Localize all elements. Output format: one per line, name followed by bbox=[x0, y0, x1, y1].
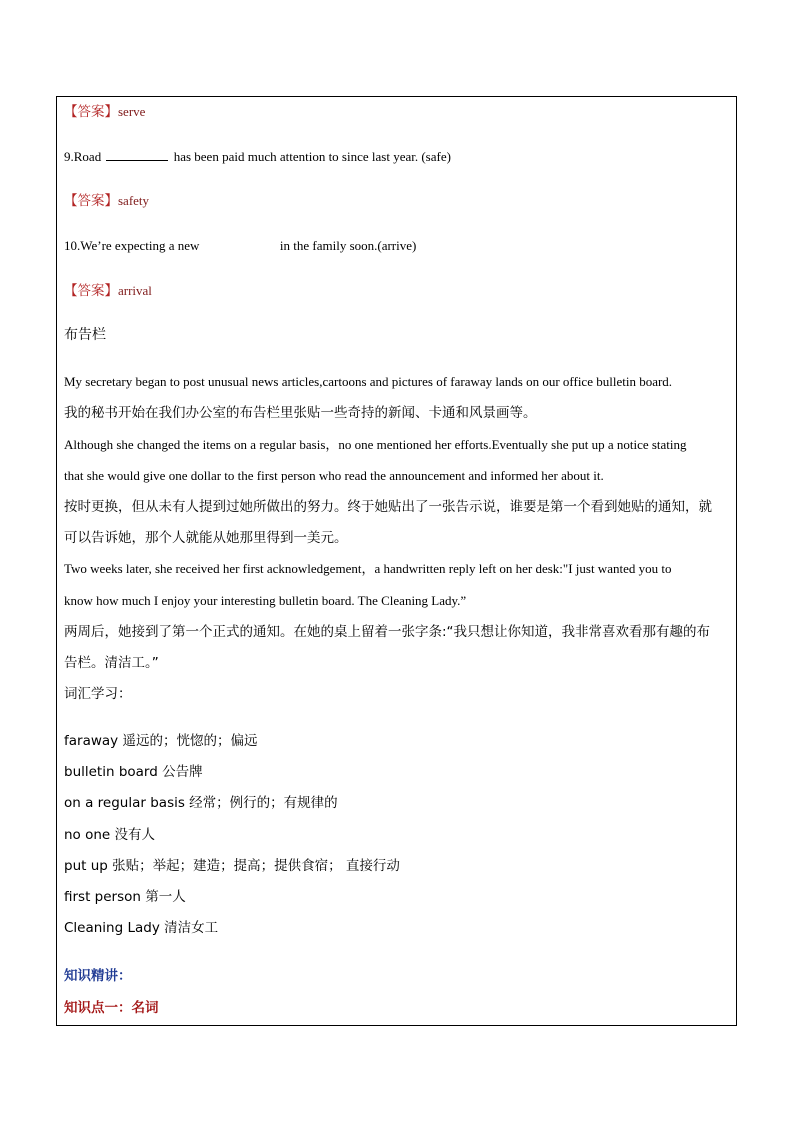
passage-line-zh: 告栏。清洁工。” bbox=[64, 655, 159, 671]
answer-label: 【答案】 bbox=[64, 283, 118, 299]
answer-value: serve bbox=[118, 104, 146, 119]
passage-line-zh: 按时更换，但从未有人提到过她所做出的努力。终于她贴出了一张告示说，谁要是第一个看到她贴的通知，就 bbox=[64, 499, 712, 515]
question-text-before: 10.We’re expecting a new bbox=[64, 238, 203, 253]
knowledge-heading: 知识精讲： bbox=[64, 968, 132, 984]
answer-line bbox=[64, 283, 152, 299]
question-text-after: has been paid much attention to since last year. (safe) bbox=[170, 149, 451, 164]
answer-value: safety bbox=[118, 193, 150, 208]
vocab-item: put up 张贴；举起；建造；提高；提供食宿； 直接行动 bbox=[64, 858, 400, 874]
passage-line-zh: 我的秘书开始在我们办公室的布告栏里张贴一些奇持的新闻、卡通和风景画等。 bbox=[64, 405, 537, 421]
answer-value: arrival bbox=[118, 283, 152, 298]
question-text-after: in the family soon.(arrive) bbox=[276, 238, 417, 253]
vocab-item: bulletin board 公告牌 bbox=[64, 764, 203, 780]
passage-line-en: Although she changed the items on a regular basis，no one mentioned her efforts.Eventually she put up a notice stating bbox=[64, 437, 687, 452]
question-text-before: 9.Road bbox=[64, 149, 105, 164]
answer-line bbox=[64, 193, 149, 209]
vocab-item: on a regular basis 经常；例行的；有规律的 bbox=[64, 795, 338, 811]
answer-label: 【答案】 bbox=[64, 193, 118, 209]
answer-label: 【答案】 bbox=[64, 104, 118, 120]
passage-line-en: that she would give one dollar to the first person who read the announcement and informed her about it. bbox=[64, 468, 604, 483]
knowledge-point-heading: 知识点一：名词 bbox=[64, 1000, 159, 1016]
passage-title: 布告栏 bbox=[64, 327, 106, 343]
passage-line-zh: 两周后，她接到了第一个正式的通知。在她的桌上留着一张字条:“我只想让你知道，我非常喜欢看那有趣的布 bbox=[64, 624, 711, 640]
vocab-item: Cleaning Lady 清洁女工 bbox=[64, 920, 219, 936]
question-9 bbox=[64, 149, 451, 165]
vocab-item: no one 没有人 bbox=[64, 827, 156, 843]
passage-line-en: know how much I enjoy your interesting bulletin board. The Cleaning Lady.” bbox=[64, 593, 467, 608]
vocab-title: 词汇学习： bbox=[64, 686, 132, 702]
answer-blank bbox=[106, 149, 168, 161]
passage-line-zh: 可以告诉她，那个人就能从她那里得到一美元。 bbox=[64, 530, 348, 546]
passage-line-en: My secretary began to post unusual news articles,cartoons and pictures of faraway lands on our office bulletin board. bbox=[64, 374, 673, 389]
vocab-item: faraway 遥远的；恍惚的；偏远 bbox=[64, 733, 258, 749]
question-10 bbox=[64, 238, 416, 254]
vocab-item: first person 第一人 bbox=[64, 889, 186, 905]
passage-line-en: Two weeks later, she received her first acknowledgement，a handwritten reply left on her desk:"I just wanted you to bbox=[64, 561, 672, 576]
answer-line bbox=[64, 104, 145, 120]
